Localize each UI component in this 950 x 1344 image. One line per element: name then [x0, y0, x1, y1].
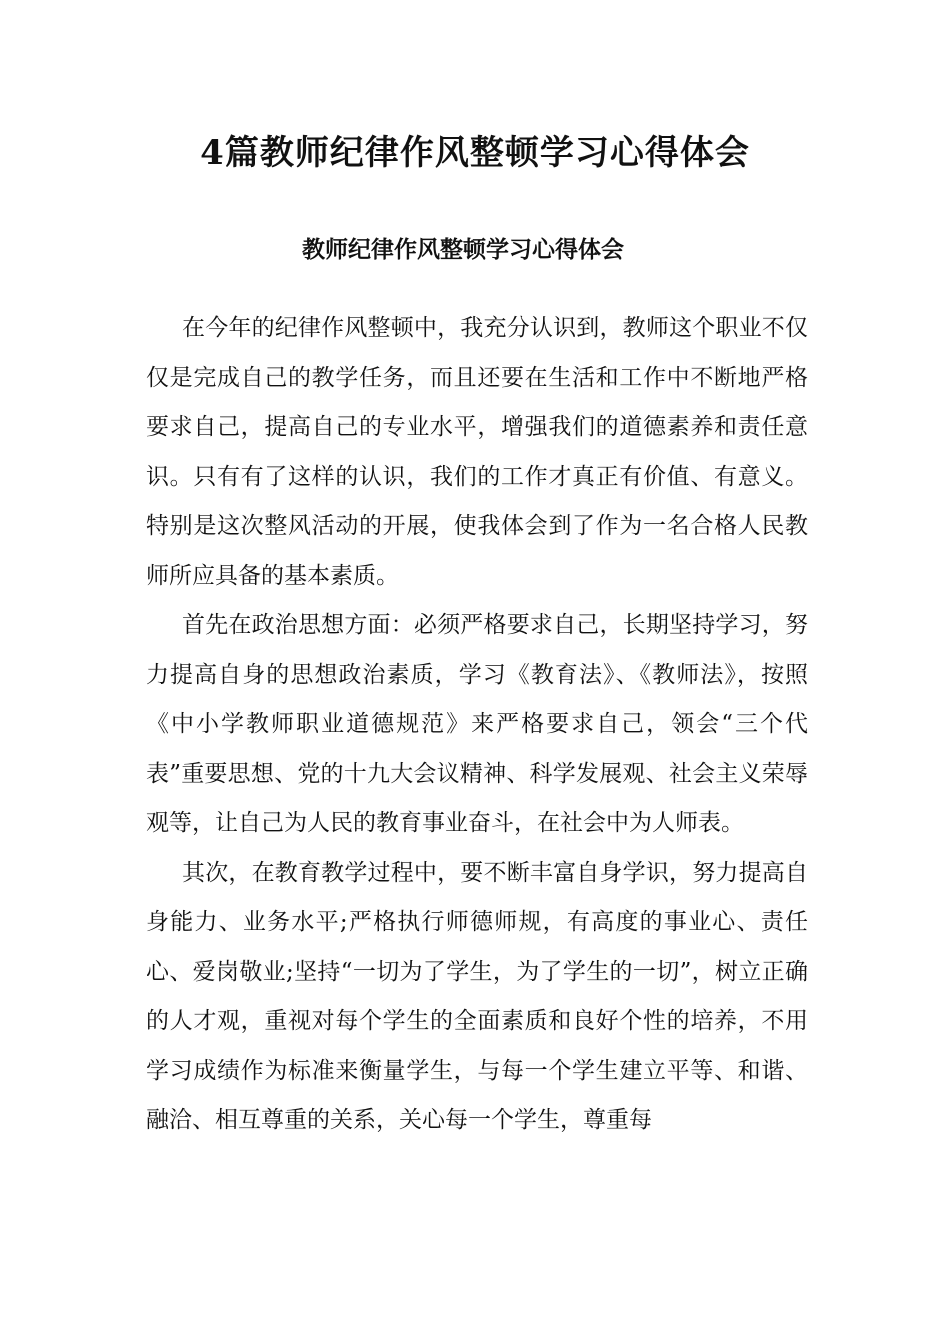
document-body [146, 304, 808, 1146]
document-title: 4篇教师纪律作风整顿学习心得体会 [200, 133, 750, 173]
section-title: 教师纪律作风整顿学习心得体会 [302, 236, 624, 263]
paragraph-political-thought: 首先在政治思想方面：必须严格要求自己，长期坚持学习，努力提高自身的思想政治素质，学习《教育法》、《教师法》，按照《中小学教师职业道德规范》来严格要求自己，领会“三个代表”重要思想、党的十九大会议精神、科学发展观、社会主义荣辱观等，让自己为人民的教育事业奋斗，在社会中为人师表。 [146, 612, 808, 836]
paragraph-intro: 在今年的纪律作风整顿中，我充分认识到，教师这个职业不仅仅是完成自己的教学任务，而且还要在生活和工作中不断地严格要求自己，提高自己的专业水平，增强我们的道德素养和责任意识。只有有了这样的认识，我们的工作才真正有价值、有意义。特别是这次整风活动的开展，使我体会到了作为一名合格人民教师所应具备的基本素质。 [146, 315, 808, 589]
paragraph-teaching-process: 其次，在教育教学过程中，要不断丰富自身学识，努力提高自身能力、业务水平;严格执行师德师规，有高度的事业心、责任心、爱岗敬业;坚持“一切为了学生，为了学生的一切”，树立正确的人才观，重视对每个学生的全面素质和良好个性的培养，不用学习成绩作为标准来衡量学生，与每一个学生建立平等、和谐、融洽、相互尊重的关系，关心每一个学生，尊重每 [146, 859, 808, 1133]
